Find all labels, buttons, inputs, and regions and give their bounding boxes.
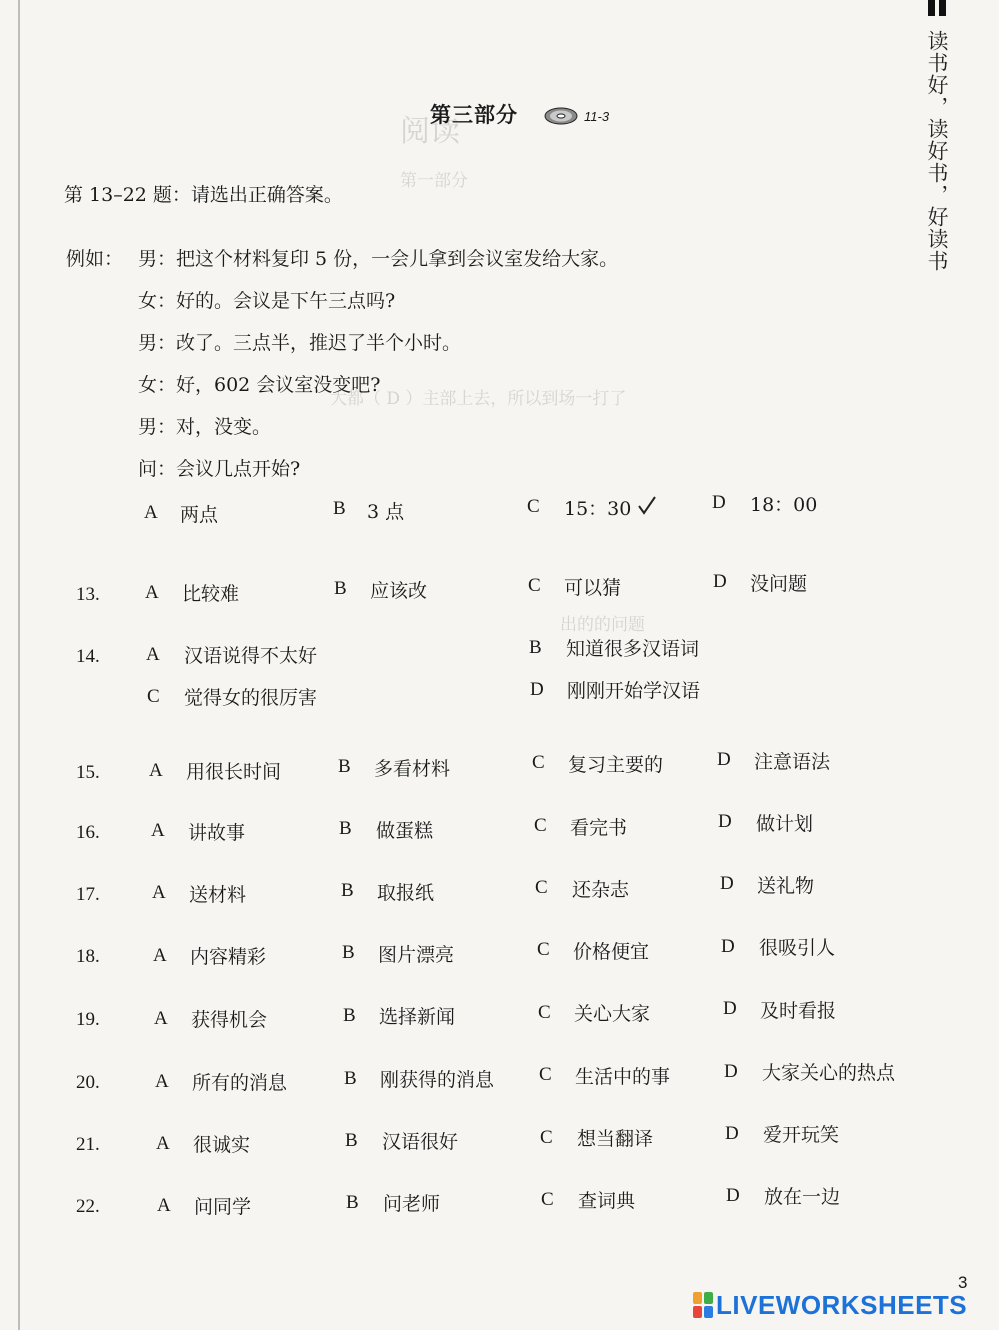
question-number: 22.: [76, 1196, 100, 1217]
option-text[interactable]: 比较难: [182, 583, 240, 605]
option-letter[interactable]: A: [146, 644, 160, 665]
option-letter[interactable]: D: [721, 936, 735, 957]
audio-cd-icon: [544, 103, 578, 125]
option-text[interactable]: 刚刚开始学汉语: [567, 680, 701, 702]
option-text[interactable]: 看完书: [570, 817, 628, 839]
option-letter[interactable]: A: [154, 1008, 168, 1029]
option-text[interactable]: 取报纸: [377, 882, 435, 904]
option-letter[interactable]: A: [157, 1195, 171, 1216]
option-letter[interactable]: A: [149, 760, 163, 781]
option-letter[interactable]: A: [155, 1071, 169, 1092]
option-letter[interactable]: D: [720, 873, 734, 894]
bleed-through: 第一部分: [400, 171, 468, 191]
option-letter[interactable]: C: [540, 1127, 553, 1148]
option-letter[interactable]: C: [534, 815, 547, 836]
option-letter[interactable]: C: [539, 1064, 552, 1085]
option-text[interactable]: 爱开玩笑: [763, 1124, 840, 1146]
binding-edge-line: [18, 0, 20, 1330]
option-text[interactable]: 应该改: [370, 580, 428, 602]
example-option-text: 3 点: [367, 501, 405, 523]
bleed-through: 阅读: [400, 114, 460, 149]
option-text[interactable]: 用很长时间: [186, 761, 282, 783]
option-letter[interactable]: B: [529, 637, 542, 658]
option-letter[interactable]: C: [538, 1002, 551, 1023]
option-text[interactable]: 关心大家: [574, 1003, 651, 1025]
option-letter[interactable]: D: [723, 998, 737, 1019]
option-text[interactable]: 觉得女的很厉害: [184, 687, 318, 709]
option-text[interactable]: 放在一边: [764, 1186, 841, 1208]
liveworksheets-logo-icon: [693, 1292, 713, 1318]
example-dialogue-line: 男：改了。三点半，推迟了半个小时。: [138, 332, 462, 354]
corner-mark: [928, 0, 948, 16]
question-number: 18.: [76, 946, 100, 967]
option-text[interactable]: 图片漂亮: [378, 944, 455, 966]
option-text[interactable]: 生活中的事: [575, 1066, 671, 1088]
option-letter[interactable]: C: [537, 939, 550, 960]
question-number: 13.: [76, 584, 100, 605]
example-dialogue-line: 男：把这个材料复印 5 份，一会儿拿到会议室发给大家。: [138, 248, 619, 270]
audio-track-label: 11-3: [584, 108, 610, 124]
bleed-through: 大都（ D ）主部上去，所以到场一打了: [330, 389, 627, 409]
option-letter[interactable]: C: [532, 752, 545, 773]
check-mark-icon: [636, 494, 658, 516]
section-header: [430, 96, 609, 132]
option-text[interactable]: 送材料: [189, 884, 247, 906]
example-dialogue-line: 男：对，没变。: [138, 416, 272, 438]
option-text[interactable]: 还杂志: [572, 879, 630, 901]
question-number: 16.: [76, 822, 100, 843]
section-title: 第三部分: [430, 103, 518, 127]
option-letter[interactable]: B: [342, 942, 355, 963]
option-letter[interactable]: B: [343, 1005, 356, 1026]
option-text[interactable]: 所有的消息: [192, 1072, 288, 1094]
option-text[interactable]: 可以猜: [564, 577, 622, 599]
example-option-text: 18：00: [750, 494, 818, 516]
option-letter[interactable]: D: [530, 679, 544, 700]
option-text[interactable]: 选择新闻: [379, 1006, 456, 1028]
example-prefix: 例如：: [66, 248, 124, 270]
option-letter[interactable]: D: [713, 571, 727, 592]
example-dialogue-line: 女：好的。会议是下午三点吗?: [138, 290, 396, 312]
option-letter[interactable]: C: [528, 575, 541, 596]
option-letter[interactable]: A: [152, 882, 166, 903]
option-letter[interactable]: C: [535, 877, 548, 898]
option-text[interactable]: 很吸引人: [759, 937, 836, 959]
option-text[interactable]: 很诚实: [193, 1134, 251, 1156]
liveworksheets-watermark[interactable]: [693, 1290, 967, 1320]
option-letter[interactable]: B: [338, 756, 351, 777]
option-text[interactable]: 注意语法: [754, 751, 831, 773]
option-letter[interactable]: B: [339, 818, 352, 839]
option-letter[interactable]: D: [724, 1061, 738, 1082]
option-letter[interactable]: B: [344, 1068, 357, 1089]
option-text[interactable]: 价格便宜: [573, 941, 650, 963]
option-text[interactable]: 汉语很好: [382, 1131, 459, 1153]
example-option-letter: C: [527, 496, 540, 517]
option-letter[interactable]: D: [718, 811, 732, 832]
option-text[interactable]: 想当翻译: [577, 1128, 654, 1150]
option-letter[interactable]: A: [156, 1133, 170, 1154]
example-option-text: 15：30: [564, 498, 632, 520]
question-number: 21.: [76, 1134, 100, 1155]
option-letter[interactable]: D: [726, 1185, 740, 1206]
example-option-text: 两点: [180, 504, 219, 526]
option-text[interactable]: 知道很多汉语词: [566, 638, 700, 660]
page-number: 3: [958, 1273, 968, 1292]
option-letter[interactable]: A: [145, 582, 159, 603]
option-text[interactable]: 做计划: [756, 813, 814, 835]
example-question: 问：会议几点开始?: [138, 458, 301, 480]
option-letter[interactable]: A: [151, 820, 165, 841]
option-letter[interactable]: B: [334, 578, 347, 599]
question-number: 15.: [76, 762, 100, 783]
question-number: 19.: [76, 1009, 100, 1030]
option-text[interactable]: 没问题: [750, 573, 808, 595]
question-number: 20.: [76, 1072, 100, 1093]
option-letter[interactable]: B: [341, 880, 354, 901]
option-text[interactable]: 大家关心的热点: [762, 1062, 896, 1084]
option-letter[interactable]: A: [153, 945, 167, 966]
example-option-letter: A: [144, 502, 158, 523]
option-text[interactable]: 做蛋糕: [376, 820, 434, 842]
option-letter[interactable]: D: [725, 1123, 739, 1144]
watermark-text: LIVEWORKSHEETS: [716, 1289, 968, 1320]
option-text[interactable]: 问老师: [383, 1193, 441, 1215]
side-motto: 读书好，读好书，好读书: [925, 30, 949, 272]
option-text[interactable]: 复习主要的: [568, 754, 664, 776]
option-text[interactable]: 讲故事: [188, 822, 246, 844]
option-letter[interactable]: B: [346, 1192, 359, 1213]
option-letter[interactable]: C: [541, 1189, 554, 1210]
option-text[interactable]: 查词典: [578, 1190, 636, 1212]
option-text[interactable]: 刚获得的消息: [380, 1069, 495, 1091]
option-letter[interactable]: D: [717, 749, 731, 770]
option-text[interactable]: 汉语说得不太好: [184, 645, 318, 667]
instruction: 第 13–22 题：请选出正确答案。: [64, 184, 343, 206]
question-number: 17.: [76, 884, 100, 905]
option-text[interactable]: 获得机会: [191, 1009, 268, 1031]
option-text[interactable]: 内容精彩: [190, 946, 267, 968]
question-number: 14.: [76, 646, 100, 667]
option-text[interactable]: 多看材料: [374, 758, 451, 780]
option-letter[interactable]: B: [345, 1130, 358, 1151]
option-letter[interactable]: C: [147, 686, 160, 707]
option-text[interactable]: 送礼物: [757, 875, 815, 897]
option-text[interactable]: 及时看报: [760, 1000, 837, 1022]
example-dialogue-line: 女：好，602 会议室没变吧?: [138, 374, 381, 396]
example-option-letter: D: [712, 492, 726, 513]
example-option-letter: B: [333, 498, 346, 519]
option-text[interactable]: 问同学: [194, 1196, 252, 1218]
bleed-through: 出的的问题: [560, 615, 645, 635]
